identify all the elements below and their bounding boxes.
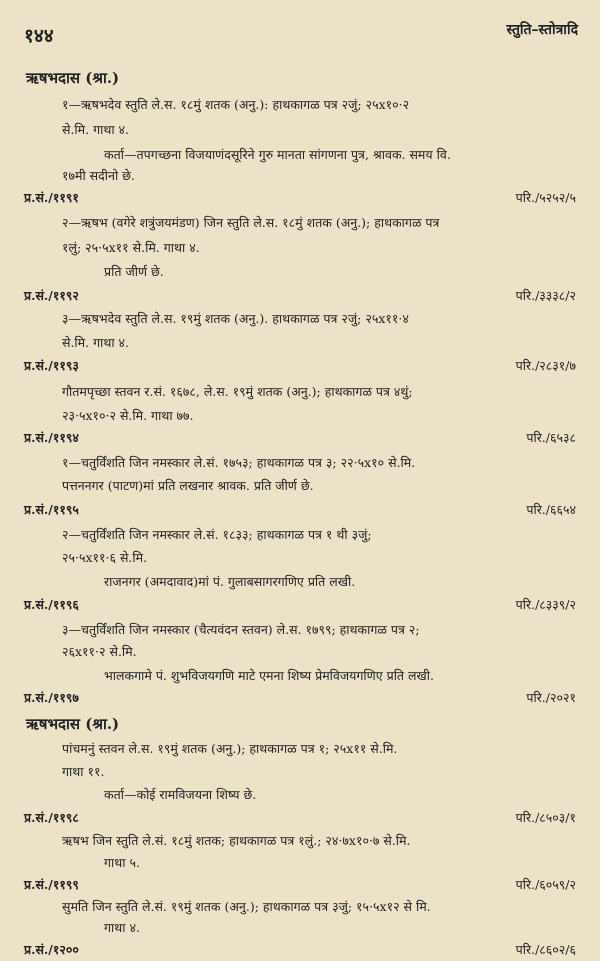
author-heading: ऋषभदास (श्रा.) — [26, 69, 120, 87]
pari-reference: परि./८३३९/२ — [515, 597, 576, 612]
pra-sam-reference: प्र.सं./११९८ — [24, 810, 79, 825]
entry-text-line: सुमति जिन स्तुति ले.सं. १९मुं शतक (अनु.); हाथकागळ पत्र ३जुं; १५·५x१२ से मि. — [62, 899, 431, 914]
running-title: स्तुति–स्तोत्रादि — [506, 22, 578, 38]
pari-reference: परि./८६०२/६ — [515, 942, 576, 957]
entry-text-line: २—चतुर्विंशति जिन नमस्कार ले.सं. १८३३; हाथकागळ पत्र १ थी ३जुं; — [62, 527, 372, 542]
entry-text-line: से.मि. गाथा ४. — [62, 335, 130, 350]
pari-reference: परि./६०५९/२ — [515, 877, 576, 892]
entry-text-line: पत्तननगर (पाटण)मां प्रति लखनार श्रावक. प्रति जीर्ण छे. — [62, 478, 314, 493]
pra-sam-reference: प्र.सं./११९१ — [24, 190, 79, 205]
pari-reference: परि./३३३८/२ — [515, 288, 576, 303]
entry-text-line: राजनगर (अमदावाद)मां पं. गुलाबसागरगणिए प्रति लखी. — [104, 574, 356, 589]
pra-sam-reference: प्र.सं./११९९ — [24, 877, 79, 892]
entry-text-line: प्रति जीर्ण छे. — [104, 264, 164, 279]
entry-text-line: ३—ऋषभदेव स्तुति ले.स. १९मुं शतक (अनु.). हाथकागळ पत्र २जुं; २५x११·४ — [62, 311, 409, 326]
page-header — [18, 18, 582, 48]
entry-text-line: २६x११·२ से.मि. — [62, 644, 137, 659]
pra-sam-reference: प्र.सं./१२०० — [24, 942, 79, 957]
author-heading: ऋषभदास (श्रा.) — [26, 715, 120, 733]
entry-text-line: १—चतुर्विंशति जिन नमस्कार ले.सं. १७५३; हाथकागळ पत्र ३; २२·५x१० से.मि. — [62, 455, 416, 470]
entry-text-line: पांचमनुं स्तवन ले.स. १९मुं शतक (अनु.); हाथकागळ पत्र १; २५x११ से.मि. — [62, 741, 398, 756]
pari-reference: परि./८५०३/१ — [515, 810, 576, 825]
entry-text-line: कर्ता—कोई रामविजयना शिष्य छे. — [104, 787, 257, 802]
pra-sam-reference: प्र.सं./११९३ — [24, 358, 79, 373]
entry-text-line: १—ऋषभदेव स्तुति ले.स. १८मुं शतक (अनु.): हाथकागळ पत्र २जुं; २५x१०·२ — [62, 97, 410, 112]
entry-text-line: भालकगामे पं. शुभविजयगणि माटे एमना शिष्य प्रेमविजयगणिए प्रति लखी. — [104, 668, 434, 683]
entry-text-line: १७मी सदीनो छे. — [62, 168, 135, 183]
pari-reference: परि./२८३१/७ — [515, 358, 576, 373]
entry-text-line: २५·५x११·६ से.मि. — [62, 550, 148, 565]
entry-text-line: गौतमपृच्छा स्तवन र.सं. १६७८, ले.स. १९मुं शतक (अनु.); हाथकागळ पत्र ४थुं; — [62, 384, 413, 399]
pari-reference: परि./५२५२/५ — [515, 190, 576, 205]
pra-sam-reference: प्र.सं./११९४ — [24, 430, 79, 445]
page-number: १४४ — [24, 25, 54, 47]
pra-sam-reference: प्र.सं./११९५ — [24, 502, 79, 517]
entry-text-line: २३·५x१०·२ से.मि. गाथा ७७. — [62, 408, 194, 423]
entry-text-line: १लुं; २५·५x११ से.मि. गाथा ४. — [62, 240, 200, 255]
pari-reference: परि./६५३८ — [526, 430, 576, 445]
entry-text-line: ऋषभ जिन स्तुति ले.सं. १८मुं शतक; हाथकागळ पत्र १लुं.; २४·७x१०·७ से.मि. — [62, 833, 411, 848]
pra-sam-reference: प्र.सं./११९६ — [24, 597, 79, 612]
pra-sam-reference: प्र.सं./११९२ — [24, 288, 79, 303]
entry-text-line: २—ऋषभ (वगेरे शत्रुंजयमंडण) जिन स्तुति ले.स. १८मुं शतक (अनु.); हाथकागळ पत्र — [62, 215, 440, 230]
pari-reference: परि./६६५४ — [526, 502, 576, 517]
entry-text-line: ३—चतुर्विंशति जिन नमस्कार (चैत्यवंदन स्तवन) ले.स. १७९९; हाथकागळ पत्र २; — [62, 622, 420, 637]
entry-text-line: गाथा ४. — [104, 920, 140, 935]
pari-reference: परि./२०२१ — [526, 690, 576, 705]
entry-text-line: गाथा ५. — [104, 855, 140, 870]
entry-text-line: गाथा ११. — [62, 764, 105, 779]
entry-text-line: से.मि. गाथा ४. — [62, 122, 130, 137]
pra-sam-reference: प्र.सं./११९७ — [24, 690, 79, 705]
entry-text-line: कर्ता—तपगच्छना विजयाणंदसूरिने गुरु मानता सांगणना पुत्र, श्रावक. समय वि. — [104, 147, 451, 162]
